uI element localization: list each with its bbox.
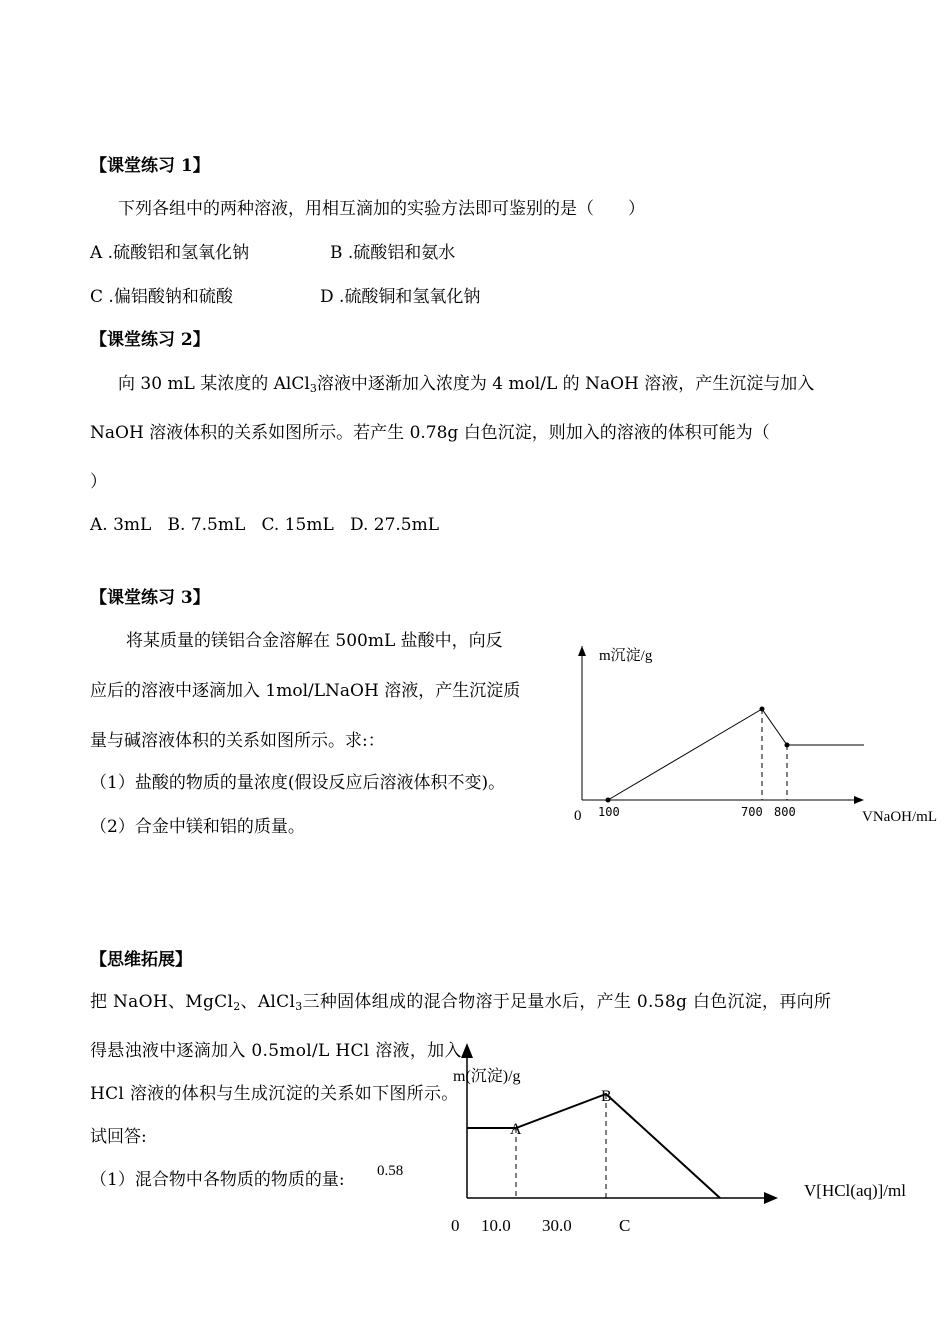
exercise2-line3: ）: [90, 472, 107, 492]
chart1-origin: 0: [574, 808, 582, 824]
exercise1-option-b: B .硫酸铝和氨水: [330, 243, 456, 263]
exercise1-heading: 【课堂练习 1】: [90, 156, 210, 176]
exercise2-heading: 【课堂练习 2】: [90, 330, 210, 350]
exercise2-line1-post: 溶液中逐渐加入浓度为 4 mol/L 的 NaOH 溶液，产生沉淀与加入: [316, 374, 815, 394]
extension-line1-sub2: 3: [295, 1000, 303, 1013]
extension-line4: 试回答:: [90, 1127, 147, 1147]
exercise3-question1: （1）盐酸的物质的量浓度(假设反应后溶液体积不变)。: [90, 773, 506, 793]
chart2-tick-10: 10.0: [481, 1216, 511, 1235]
exercise3-line2: 应后的溶液中逐滴加入 1mol/LNaOH 溶液，产生沉淀质: [90, 681, 521, 701]
chart2-curve: [467, 1094, 720, 1198]
chart2-tick-30: 30.0: [542, 1216, 572, 1235]
exercise3-question2: （2）合金中镁和铝的质量。: [90, 817, 305, 837]
chart1-tick-800: 800: [774, 805, 796, 819]
extension-line1-c: 三种固体组成的混合物溶于足量水后，产生 0.58g 白色沉淀，再向所: [302, 992, 832, 1012]
exercise2-line1-subscript: 3: [309, 382, 317, 395]
chart2-value-label: 0.58: [377, 1163, 404, 1179]
chart1-xlabel: VNaOH/mL: [862, 809, 937, 825]
extension-line3: HCl 溶液的体积与生成沉淀的关系如下图所示。: [90, 1084, 459, 1104]
chart1-tick-100: 100: [598, 805, 620, 819]
extension-question1: （1）混合物中各物质的物质的量:: [90, 1170, 345, 1190]
exercise2-options: A. 3mL B. 7.5mL C. 15mL D. 27.5mL: [90, 515, 440, 535]
chart2-y-arrow: [461, 1043, 473, 1058]
extension-line2: 得悬浊液中逐滴加入 0.5mol/L HCl 溶液，加入: [90, 1041, 462, 1061]
chart2-tick-c: C: [619, 1216, 631, 1235]
chart1-tick-700: 700: [741, 805, 763, 819]
extension-line1-sub1: 2: [233, 1000, 241, 1013]
exercise2-line1-pre: 向 30 mL 某浓度的 AlCl: [118, 374, 310, 394]
exercise3-heading: 【课堂练习 3】: [90, 588, 210, 608]
chart2-point-b-label: B: [601, 1088, 612, 1105]
exercise3-line1: 将某质量的镁铝合金溶解在 500mL 盐酸中，向反: [126, 631, 503, 651]
chart2-xlabel: V[HCl(aq)]/ml: [804, 1181, 906, 1200]
exercise1-question: 下列各组中的两种溶液，用相互滴加的实验方法即可鉴别的是（ ）: [118, 199, 645, 219]
chart1-ylabel: m沉淀/g: [599, 648, 653, 664]
exercise1-option-d: D .硫酸铜和氢氧化钠: [320, 287, 481, 307]
extension-line1-b: 、AlCl: [240, 992, 296, 1012]
exercise2-line2: NaOH 溶液体积的关系如图所示。若产生 0.78g 白色沉淀，则加入的溶液的体积可能为（: [90, 423, 770, 443]
extension-line1-a: 把 NaOH、MgCl: [90, 992, 234, 1012]
exercise1-option-a: A .硫酸铝和氢氧化钠: [90, 243, 250, 263]
chart2-x-arrow: [764, 1192, 778, 1204]
exercise3-line3: 量与碱溶液体积的关系如图所示。求:：: [90, 731, 385, 751]
exercise1-option-c: C .偏铝酸钠和硫酸: [90, 287, 233, 307]
chart2-ylabel: m(沉淀)/g: [453, 1068, 521, 1085]
chart2-origin: 0: [451, 1216, 460, 1235]
chart2-point-a-label: A: [510, 1121, 522, 1138]
extension-heading: 【思维拓展】: [90, 950, 192, 970]
